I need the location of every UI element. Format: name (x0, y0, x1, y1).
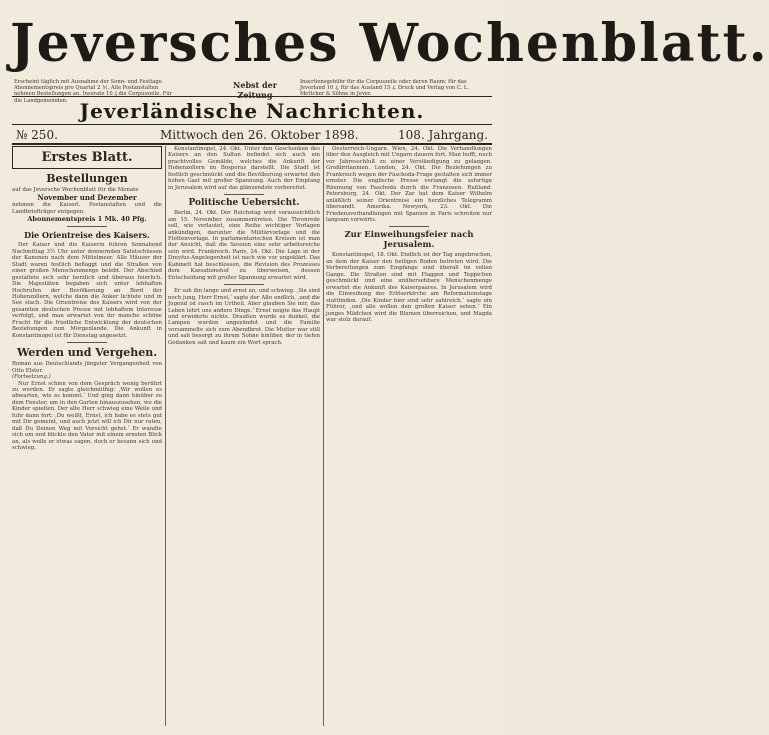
newspaper-title: Jeversches Wochenblatt. (10, 13, 769, 74)
separator (67, 342, 107, 343)
rule (12, 143, 492, 145)
konstantinopel-article (168, 146, 320, 191)
subtitle: Jeverländische Nachrichten. (79, 99, 425, 123)
bestellungen-price: Abonnementspreis 1 Mk. 40 Pfg. (27, 215, 147, 224)
separator (67, 226, 107, 227)
erstes-blatt-heading: Erstes Blatt. (12, 146, 162, 169)
issue-number: № 250. (16, 128, 58, 142)
bestellungen-text: nehmen die Kaiserl. Postanstalten und die Landbriefträger entgegen. (12, 202, 162, 215)
dateline (12, 128, 492, 142)
werden-article (12, 381, 162, 452)
supplement-note: Nebst der Zeitung (233, 80, 277, 100)
news-article (326, 146, 492, 223)
column-3 (326, 146, 492, 726)
werden-heading: Werden und Vergehen. (16, 346, 158, 360)
rule (12, 124, 492, 125)
rule (12, 96, 492, 97)
separator (224, 194, 264, 195)
news-text: Oesterreich-Ungarn. Wien, 24. Okt. Die Verhandlungen über den Ausgleich mit Ungarn dauern fort. Man hofft, noch vor Jahresschluß zu einer Verständigung zu gelangen. Großbritannien. London, 24. Okt. Die Beziehungen zu Frankreich wegen der Faschoda-Frage gestalten sich immer ernster. Die englische Presse verlangt die sofortige Räumung von Faschoda durch die Franzosen. Rußland. Petersburg, 24. Okt. Der Zar hat dem Kaiser Wilhelm anläßlich seiner Orientreise ein herzliches Telegramm übersandt. Amerika. Newyork, 23. Okt. Die Friedensverhandlungen mit Spanien in Paris schreiten nur langsam vorwärts. (326, 146, 492, 223)
werden-continued: (Fortsetzung.) (12, 374, 51, 381)
orient-heading: Die Orientreise des Kaisers. (24, 230, 150, 241)
issue-date: Mittwoch den 26. Oktober 1898. (160, 128, 359, 142)
politik-text: Berlin, 24. Okt. Der Reichstag wird voraussichtlich am 15. November zusammentreten. Die Thronrede soll, wie verlautet, eine Reihe wichtiger Vorlagen ankündigen, darunter die Militärvorlage und die Flottenvorlage. In parlamentarischen Kreisen ist man der Ansicht, daß die Session eine sehr arbeitsreiche sein wird. Frankreich. Paris, 24. Okt. Die Lage in der Dreyfus-Angelegenheit ist nach wie vor ungeklärt. Das Kabinett hat beschlossen, die Revision des Prozesses dem Kassationshof zu überweisen, dessen Entscheidung mit großer Spannung erwartet wird. (168, 210, 320, 281)
politik-heading: Politische Uebersicht. (188, 198, 300, 209)
column-divider (165, 146, 166, 726)
orient-text: Der Kaiser und die Kaiserin fuhren Sonnabend Nachmittag 3½ Uhr unter donnernden Salutschüssen der Kanonen nach dem Mittelmeer. Alle Häuser der Stadt waren festlich beflaggt und die Straßen von einer großen Menschenmenge belebt. Der Abschied gestaltete sich sehr herzlich und überaus feierlich. Die Majestäten begaben sich unter lebhaften Hochrufen der Bevölkerung an Bord der Hohenzollern, welche dann die Anker lichtete und in See stach. Die Orientreise des Kaisers wird von der gesamten deutschen Presse mit lebhaftem Interesse verfolgt, und man erwartet von ihr manche schöne Frucht für die friedliche Entwicklung der deutschen Beziehungen zum Morgenlande. Die Ankunft in Konstantinopel ist für Dienstag angesetzt. (12, 242, 162, 339)
separator (389, 226, 429, 227)
column-divider (323, 146, 324, 726)
jerusalem-text: Konstantinopel, 18. Okt. Endlich ist der Tag angebrochen, an dem der Kaiser den heiligen Boden betreten wird. Die Vorbereitungen zum Empfange sind überall im vollen Gange. Die Straßen sind mit Flaggen und Teppichen geschmückt und eine unübersehbare Menschenmenge erwartet die Ankunft des Kaiserpaares. In Jerusalem wird die Einweihung der Erlöserkirche am Reformationstage stattfinden. ‚Die Kinder hier sind sehr zahlreich,‘ sagte ein Führer, ‚und alle wollen den großen Kaiser sehen.‘ Ein junges Mädchen wird die Blumen überreichen, und Magda war stolz darauf. (326, 252, 492, 323)
orient-article (12, 242, 162, 339)
volume-number: 108. Jahrgang. (398, 128, 489, 142)
werden-subtitle: Roman aus Deutschlands jüngster Vergangenheit von Otto Elster. (12, 361, 162, 374)
story-article (168, 288, 320, 346)
separator (224, 284, 264, 285)
konstantinopel-text: Konstantinopel, 24. Okt. Unter den Geschenken des Kaisers an den Sultan befindet sich auch ein prachtvolles Gemälde, welches die Ankunft der Hohenzollern im Bosporus darstellt. Die Stadt ist festlich geschmückt und die Bevölkerung erwartet den hohen Gast mit großer Spannung. Auch der Empfang in Jerusalem wird auf das glänzendste vorbereitet. (168, 146, 320, 191)
story-text: Er sah ihn lange und ernst an, und schwieg. ‚Sie sind noch jung, Herr Ernst,‘ sagte der Alte endlich, ‚und die Jugend ist rasch im Urtheil. Aber glauben Sie mir, das Leben lehrt uns andere Dinge.‘ Ernst neigte das Haupt und erwiderte nichts. Draußen wurde es dunkel, die Lampen wurden angezündet und die Familie versammelte sich zum Abendbrot. Die Mutter war still und sah besorgt zu ihrem Sohne hinüber, der in tiefen Gedanken saß und kaum ein Wort sprach. (168, 288, 320, 346)
publisher-info: Insertionsgebühr für die Corpuszeile oder deren Raum: für das Jeverland 10 ₰, für das Ausland 15 ₰. Druck und Verlag von C. L. Mettcker & Söhne in Jever. (300, 79, 469, 98)
jerusalem-article (326, 252, 492, 323)
bestellungen-text: auf das Jeversche Wochenblatt für die Monate (12, 187, 139, 193)
bestellungen-heading: Bestellungen (46, 172, 128, 185)
politik-article (168, 210, 320, 281)
jerusalem-heading: Zur Einweihungsfeier nach Jerusalem. (344, 230, 474, 251)
bestellungen-months: November und Dezember (37, 193, 137, 203)
subscription-info: Erscheint täglich mit Ausnahme der Sonn- und Festtage. Abonnementspreis pro Quartal 2 ℳ. Alle Postanstalten nehmen Bestellungen an. Inserate 10 ₰ die Corpuszeile. Für die Landgemeinden. (14, 79, 173, 104)
column-1 (12, 146, 162, 726)
werden-text: Nur Ernst schien von dem Gespräch wenig berührt zu werden. Er sagte gleichmüthig: ‚Wir wollen es abwarten, wie es kommt.‘ Und ging dann hinüber zu dem Fenster, um in den Garten hinauszusehen, wo die Kinder spielten. Der alte Herr schwieg eine Weile und fuhr dann fort: ‚Du weißt, Ernst, ich habe es stets gut mit Dir gemeint, und auch jetzt will ich Dir nur raten, daß Du Deinen Weg mit Vorsicht gehst.‘ Er wandte sich um und blickte den Vater mit einem ernsten Blick an, als wolle er etwas sagen, doch er besann sich und schwieg. (12, 380, 162, 452)
column-2 (168, 146, 320, 726)
